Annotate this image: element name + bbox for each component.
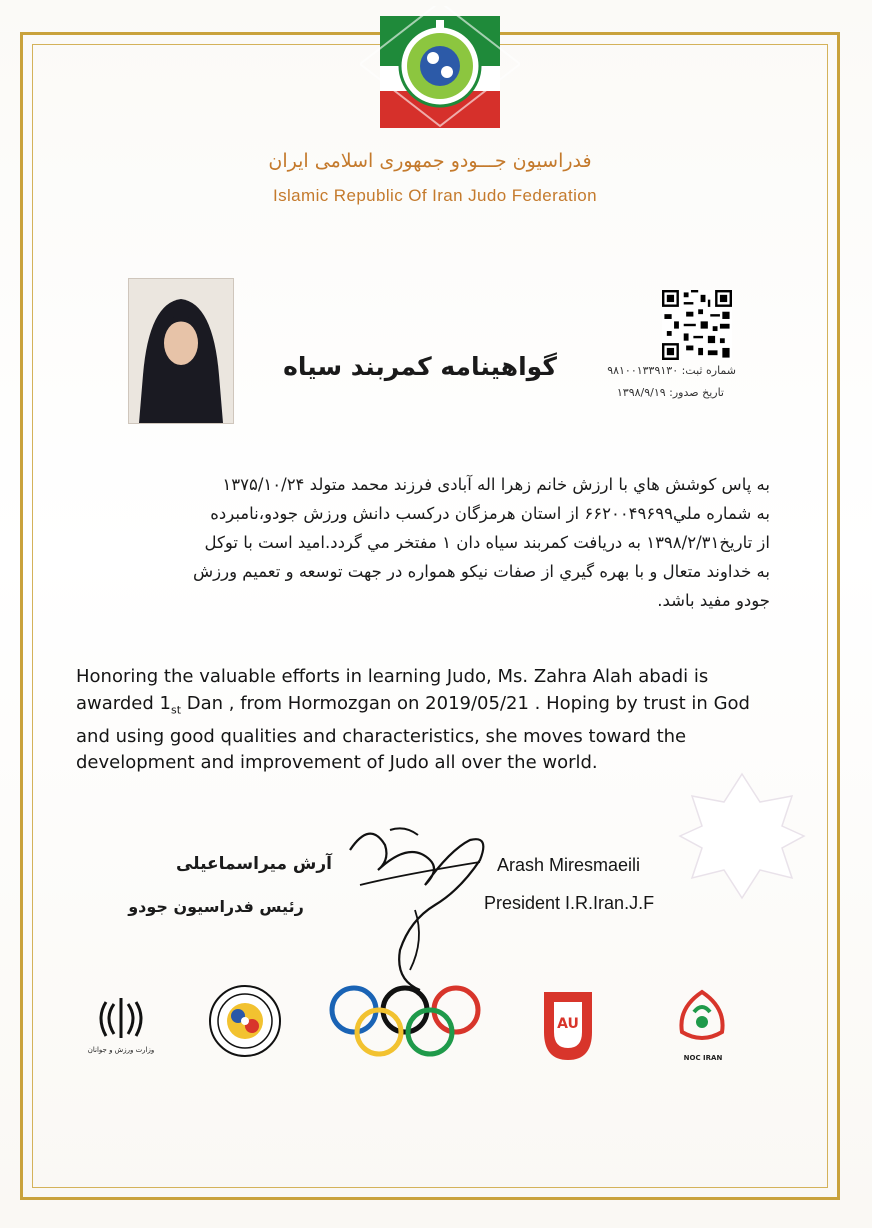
qr-code[interactable] [660,290,734,360]
registration-number: شماره ثبت: ۹۸۱۰۰۱۳۳۹۱۳۰ [607,364,736,377]
signatory-title-fa: رئیس فدراسیون جودو [128,897,304,916]
embossed-seal-icon [676,770,808,902]
person-silhouette-icon [129,279,233,423]
body-fa-line: به پاس کوشش هاي با ارزش خانم زهرا اله آبادی فرزند محمد متولد ۱۳۷۵/۱۰/۲۴ [222,475,770,494]
ministry-caption: وزارت ورزش و جوانان [87,1046,155,1054]
olympic-rings-icon [326,984,484,1058]
body-en-part2: Dan , from Hormozgan on 2019/05/21 . Hoping by trust in God and using good qualities and characteristics, she moves toward the development and improvement of Judo all over the world. [76,692,750,774]
federation-name-fa: فدراسیون جـــودو جمهوری اسلامی ایران [268,150,592,172]
ijf-logo [208,984,282,1058]
body-fa-line: جودو مفید باشد. [657,591,770,610]
signatory-name-fa: آرش میراسماعیلی [175,854,332,874]
signatory-title-en: President I.R.Iran.J.F [484,893,655,913]
body-fa-line: به خداوند متعال و با بهره گیري از صفات نیکو همواره در جهت توسعه و تعمیم ورزش [193,562,770,581]
ordinal-suffix: st [170,703,182,717]
issue-date: تاریخ صدور: ۱۳۹۸/۹/۱۹ [616,386,724,399]
body-fa-line: از تاریخ۱۳۹۸/۲/۳۱ به دریافت کمربند سیاه دان ۱ مفتخر مي گردد.امید است با توکل [204,533,770,552]
holder-photo [128,278,234,424]
federation-name-en: Islamic Republic Of Iran Judo Federation [272,186,598,205]
noc-iran-logo [672,988,732,1048]
noc-caption: NOC IRAN [683,1054,723,1062]
university-caption: AU [557,1016,579,1032]
signature-image [330,810,510,1000]
body-fa-line: به شماره ملي۶۶۲۰۰۴۹۶۹۹ از استان هرمزگان درکسب دانش ورزش جودو،نامبرده [210,504,770,523]
body-en-part1: Honoring the valuable efforts in learning Judo, Ms. Zahra Alah abadi is awarded 1 [76,666,709,714]
iran-emblem-icon [96,994,146,1042]
certificate-title: گواهینامه کمربند سیاه [283,352,557,381]
federation-logo [360,6,520,136]
body-text-en [76,664,776,777]
university-logo [536,988,600,1064]
signatory-name-en: Arash Miresmaeili [497,855,641,875]
body-text-fa [76,470,770,615]
